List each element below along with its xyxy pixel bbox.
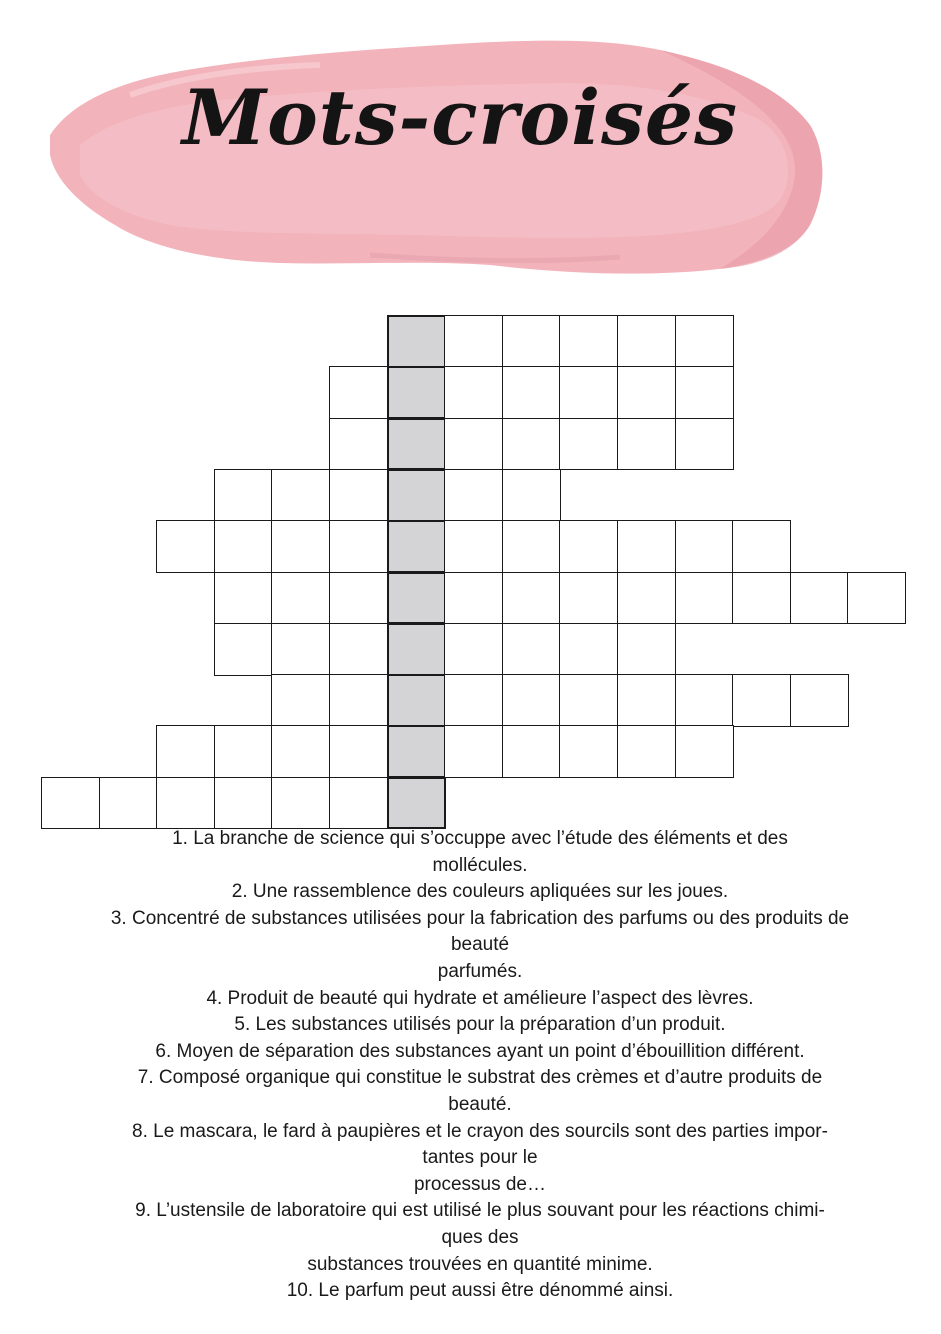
grid-cell[interactable]	[214, 623, 273, 676]
grid-cell[interactable]	[847, 572, 906, 625]
grid-cell[interactable]	[675, 315, 734, 368]
grid-cell[interactable]	[675, 520, 734, 573]
grid-cell[interactable]	[502, 315, 561, 368]
grid-cell[interactable]	[329, 469, 388, 522]
grid-cell[interactable]	[271, 469, 330, 522]
grid-cell[interactable]	[502, 725, 561, 778]
grid-cell[interactable]	[675, 572, 734, 625]
grid-cell[interactable]	[790, 674, 849, 727]
grid-cell[interactable]	[214, 469, 273, 522]
grid-cell[interactable]	[732, 572, 791, 625]
grid-cell[interactable]	[214, 725, 273, 778]
clue-9-line: ques des	[441, 1226, 519, 1248]
grid-cell[interactable]	[502, 572, 561, 625]
clue-8-line: 8. Le mascara, le fard à paupières et le crayon des sourcils sont des parties impor-	[132, 1120, 828, 1142]
grid-cell[interactable]	[444, 572, 503, 625]
grid-cell[interactable]	[271, 623, 330, 676]
grid-cell[interactable]	[329, 572, 388, 625]
key-cell[interactable]	[387, 725, 446, 778]
grid-cell[interactable]	[329, 674, 388, 727]
clue-4-line: 4. Produit de beauté qui hydrate et amélieure l’aspect des lèvres.	[206, 987, 754, 1009]
clue-8-line: tantes pour le	[422, 1147, 538, 1169]
grid-cell[interactable]	[156, 777, 215, 830]
clue-9-line: 9. L’ustensile de laboratoire qui est utilisé le plus souvant pour les réactions chimi-	[135, 1200, 825, 1222]
grid-cell[interactable]	[444, 520, 503, 573]
clue-6-line: 6. Moyen de séparation des substances ayant un point d’ébouillition différent.	[155, 1040, 805, 1062]
grid-cell[interactable]	[617, 725, 676, 778]
grid-cell[interactable]	[617, 674, 676, 727]
grid-cell[interactable]	[559, 674, 618, 727]
key-cell[interactable]	[387, 674, 446, 727]
grid-cell[interactable]	[790, 572, 849, 625]
grid-cell[interactable]	[156, 520, 215, 573]
key-cell[interactable]	[387, 623, 446, 676]
grid-cell[interactable]	[329, 520, 388, 573]
grid-cell[interactable]	[675, 725, 734, 778]
clue-10-line: 10. Le parfum peut aussi être dénommé ainsi.	[286, 1280, 674, 1302]
grid-cell[interactable]	[444, 469, 503, 522]
clue-8-line: processus de…	[413, 1173, 546, 1195]
grid-cell[interactable]	[271, 520, 330, 573]
grid-cell[interactable]	[329, 418, 388, 471]
grid-cell[interactable]	[502, 366, 561, 419]
key-cell[interactable]	[387, 315, 446, 368]
grid-cell[interactable]	[329, 777, 388, 830]
page-title: Mots-croisés	[181, 73, 739, 162]
grid-cell[interactable]	[214, 572, 273, 625]
grid-cell[interactable]	[214, 520, 273, 573]
grid-cell[interactable]	[271, 674, 330, 727]
grid-cell[interactable]	[271, 572, 330, 625]
grid-cell[interactable]	[559, 725, 618, 778]
grid-cell[interactable]	[617, 520, 676, 573]
grid-cell[interactable]	[617, 572, 676, 625]
grid-cell[interactable]	[559, 520, 618, 573]
grid-cell[interactable]	[329, 623, 388, 676]
grid-cell[interactable]	[271, 725, 330, 778]
grid-cell[interactable]	[502, 520, 561, 573]
key-cell[interactable]	[387, 520, 446, 573]
clue-7-line: 7. Composé organique qui constitue le substrat des crèmes et d’autre produits de	[137, 1067, 823, 1089]
key-cell[interactable]	[387, 366, 446, 419]
grid-cell[interactable]	[329, 366, 388, 419]
grid-cell[interactable]	[732, 674, 791, 727]
grid-cell[interactable]	[559, 366, 618, 419]
grid-cell[interactable]	[99, 777, 158, 830]
grid-cell[interactable]	[559, 572, 618, 625]
clue-2-line: 2. Une rassemblence des couleurs apliquées sur les joues.	[231, 881, 729, 903]
grid-cell[interactable]	[732, 520, 791, 573]
grid-cell[interactable]	[617, 418, 676, 471]
grid-cell[interactable]	[214, 777, 273, 830]
grid-cell[interactable]	[617, 366, 676, 419]
grid-cell[interactable]	[444, 366, 503, 419]
clue-3-line: beauté	[450, 934, 510, 956]
key-cell[interactable]	[387, 572, 446, 625]
clue-7-line: beauté.	[448, 1093, 512, 1115]
grid-cell[interactable]	[559, 315, 618, 368]
grid-cell[interactable]	[444, 315, 503, 368]
key-cell[interactable]	[387, 469, 446, 522]
grid-cell[interactable]	[329, 725, 388, 778]
grid-cell[interactable]	[444, 674, 503, 727]
grid-cell[interactable]	[156, 725, 215, 778]
grid-cell[interactable]	[444, 418, 503, 471]
clue-9-line: substances trouvées en quantité minime.	[307, 1253, 653, 1275]
clue-3-line: 3. Concentré de substances utilisées pour la fabrication des parfums ou des produits de	[110, 907, 850, 929]
grid-cell[interactable]	[444, 623, 503, 676]
clue-5-line: 5. Les substances utilisés pour la préparation d’un produit.	[234, 1014, 726, 1036]
grid-cell[interactable]	[502, 623, 561, 676]
clue-list	[20, 826, 940, 1305]
grid-cell[interactable]	[271, 777, 330, 830]
grid-cell[interactable]	[41, 777, 100, 830]
grid-cell[interactable]	[617, 623, 676, 676]
grid-cell[interactable]	[617, 315, 676, 368]
grid-cell[interactable]	[502, 469, 561, 522]
grid-cell[interactable]	[675, 418, 734, 471]
grid-cell[interactable]	[502, 674, 561, 727]
grid-cell[interactable]	[675, 674, 734, 727]
grid-cell[interactable]	[559, 418, 618, 471]
key-cell[interactable]	[387, 418, 446, 471]
key-cell[interactable]	[387, 777, 446, 830]
grid-cell[interactable]	[675, 366, 734, 419]
clue-1-line: 1. La branche de science qui s’occuppe avec l’étude des éléments et des	[172, 828, 788, 849]
clue-1-line: mollécules.	[432, 854, 528, 876]
clue-3-line: parfumés.	[437, 960, 523, 982]
grid-cell[interactable]	[444, 725, 503, 778]
grid-cell[interactable]	[502, 418, 561, 471]
grid-cell[interactable]	[559, 623, 618, 676]
